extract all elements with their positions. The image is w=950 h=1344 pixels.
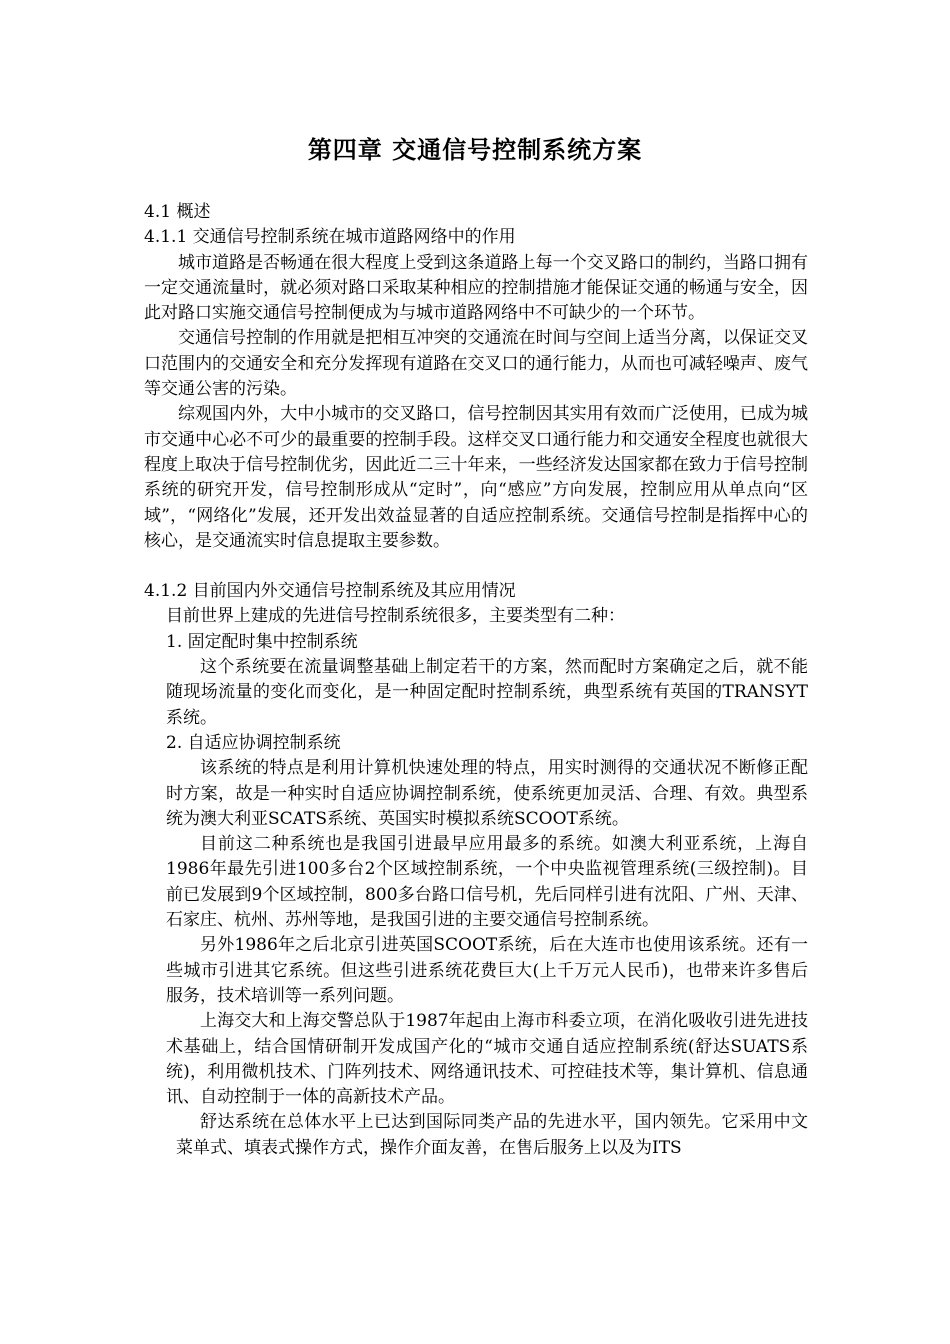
spacer	[144, 554, 808, 579]
paragraph: 交通信号控制的作用就是把相互冲突的交通流在时间与空间上适当分离，以保证交叉口范围内的交通安全和充分发挥现有道路在交叉口的通行能力，从而也可减轻噪声、废气等交通公害的污染。	[144, 328, 808, 400]
section-heading-4-1: 4.1 概述	[144, 202, 211, 222]
paragraph: 目前这二种系统也是我国引进最早应用最多的系统。如澳大利亚系统，上海自1986年最先引进100多台2个区域控制系统，一个中央监视管理系统(三级控制)。目前已发展到9个区域控制，800多台路口信号机，先后同样引进有沈阳、广州、天津、石家庄、杭州、苏州等地，是我国引进的主要交通信号控制系统。	[166, 834, 808, 931]
section-heading-4-1-2: 4.1.2 目前国内外交通信号控制系统及其应用情况	[144, 581, 516, 602]
document-body	[144, 200, 808, 1161]
list-item-paragraph: 该系统的特点是利用计算机快速处理的特点，用实时测得的交通状况不断修正配时方案，故是一种实时自适应协调控制系统，使系统更加灵活、合理、有效。典型系统为澳大利亚SCATS系统、英国实时模拟系统SCOOT系统。	[166, 758, 808, 829]
list-item-heading: 1. 固定配时集中控制系统	[166, 631, 358, 652]
section-heading-4-1-1: 4.1.1 交通信号控制系统在城市道路网络中的作用	[144, 227, 516, 248]
paragraph: 舒达系统在总体水平上已达到国际同类产品的先进水平，国内领先。它采用中文菜单式、填表式操作方式，操作介面友善，在售后服务上以及为ITS	[176, 1112, 808, 1158]
page-title: 第四章 交通信号控制系统方案	[307, 136, 643, 164]
paragraph: 另外1986年之后北京引进英国SCOOT系统，后在大连市也使用该系统。还有一些城市引进其它系统。但这些引进系统花费巨大(上千万元人民币)，也带来许多售后服务，技术培训等一系列问题。	[166, 935, 808, 1006]
paragraph: 城市道路是否畅通在很大程度上受到这条道路上每一个交叉路口的制约，当路口拥有一定交通流量时，就必须对路口采取某种相应的控制措施才能保证交通的畅通与安全，因此对路口实施交通信号控制便成为与城市道路网络中不可缺少的一个环节。	[144, 252, 808, 324]
intro-line: 目前世界上建成的先进信号控制系统很多，主要类型有二种：	[166, 606, 625, 627]
list-item-paragraph: 这个系统要在流量调整基础上制定若干的方案，然而配时方案确定之后，就不能随现场流量的变化而变化，是一种固定配时控制系统，典型系统有英国的TRANSYT系统。	[166, 657, 808, 728]
list-item-heading: 2. 自适应协调控制系统	[166, 732, 341, 753]
paragraph: 上海交大和上海交警总队于1987年起由上海市科委立项，在消化吸收引进先进技术基础上，结合国情研制开发成国产化的“城市交通自适应控制系统(舒达SUATS系统)，利用微机技术、门阵列技术、网络通讯技术、可控硅技术等，集计算机、信息通讯、自动控制于一体的高新技术产品。	[166, 1011, 808, 1108]
paragraph: 综观国内外，大中小城市的交叉路口，信号控制因其实用有效而广泛使用，已成为城市交通中心必不可少的最重要的控制手段。这样交叉口通行能力和交通安全程度也就很大程度上取决于信号控制优劣，因此近二三十年来，一些经济发达国家都在致力于信号控制系统的研究开发，信号控制形成从“定时”，向“感应”方向发展，控制应用从单点向“区域”，“网络化”发展，还开发出效益显著的自适应控制系统。交通信号控制是指挥中心的核心，是交通流实时信息提取主要参数。	[144, 404, 808, 551]
